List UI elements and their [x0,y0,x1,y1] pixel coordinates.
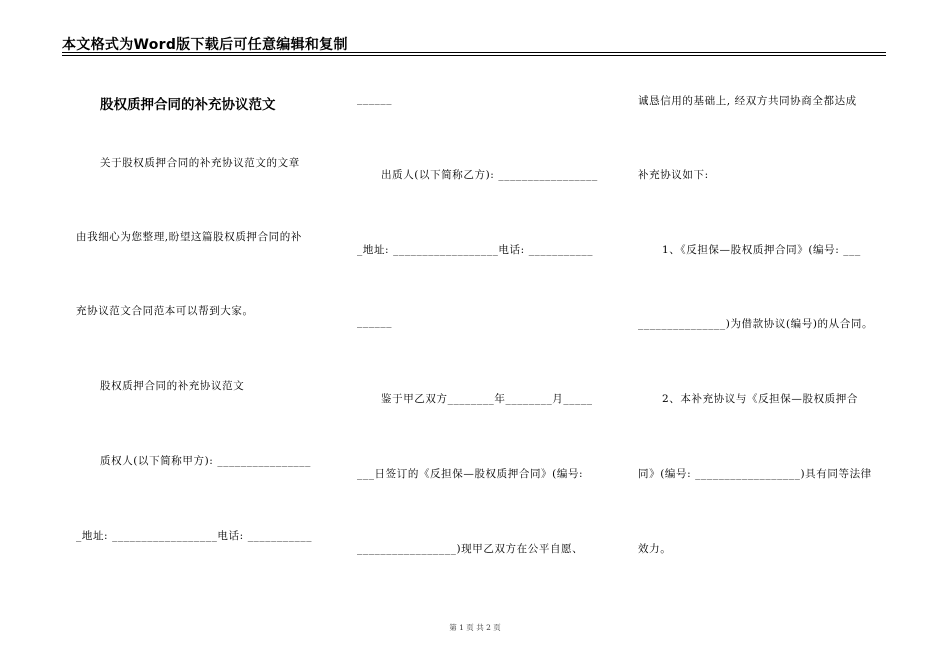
col2-line-4: ______ [357,316,393,328]
col1-line-3: 充协议范文合同范本可以帮到大家。 [76,305,254,317]
page-number-footer: 第 1 页 共 2 页 [449,623,501,632]
col2-line-5: 鉴于甲乙双方________年________月_____ [381,393,593,405]
col3-line-6: 同》(编号: __________________)具有同等法律 [638,468,872,480]
col3-line-4: _______________)为借款协议(编号)的从合同。 [638,318,874,330]
col2-line-6: ___日签订的《反担保—股权质押合同》(编号: [357,468,584,480]
col2-line-2: 出质人(以下简称乙方): _________________ [381,169,598,181]
col1-line-5: 质权人(以下简称甲方): ________________ [100,455,311,467]
col3-line-2: 补充协议如下: [638,169,709,181]
col2-line-1: ______ [357,93,393,105]
col3-line-1: 诚恳信用的基础上, 经双方共同协商全都达成 [638,95,857,107]
col1-line-4: 股权质押合同的补充协议范文 [100,380,245,392]
header-rule-thin [62,55,886,56]
col3-line-3: 1、《反担保—股权质押合同》(编号: ___ [662,244,861,256]
col2-line-7: _________________)现甲乙双方在公平自愿、 [357,543,584,555]
document-header: 本文格式为Word版下载后可任意编辑和复制 [62,37,348,53]
col1-line-6: _地址: __________________电话: ___________ [76,530,313,542]
col3-line-7: 效力。 [638,543,672,555]
col2-line-3: _地址: __________________电话: ___________ [357,244,594,256]
col1-line-2: 由我细心为您整理,盼望这篇股权质押合同的补 [76,231,302,243]
header-rule-thick [62,52,886,53]
document-title: 股权质押合同的补充协议范文 [100,97,276,113]
col1-line-1: 关于股权质押合同的补充协议范文的文章 [100,157,300,169]
col3-line-5: 2、本补充协议与《反担保—股权质押合 [662,393,858,405]
